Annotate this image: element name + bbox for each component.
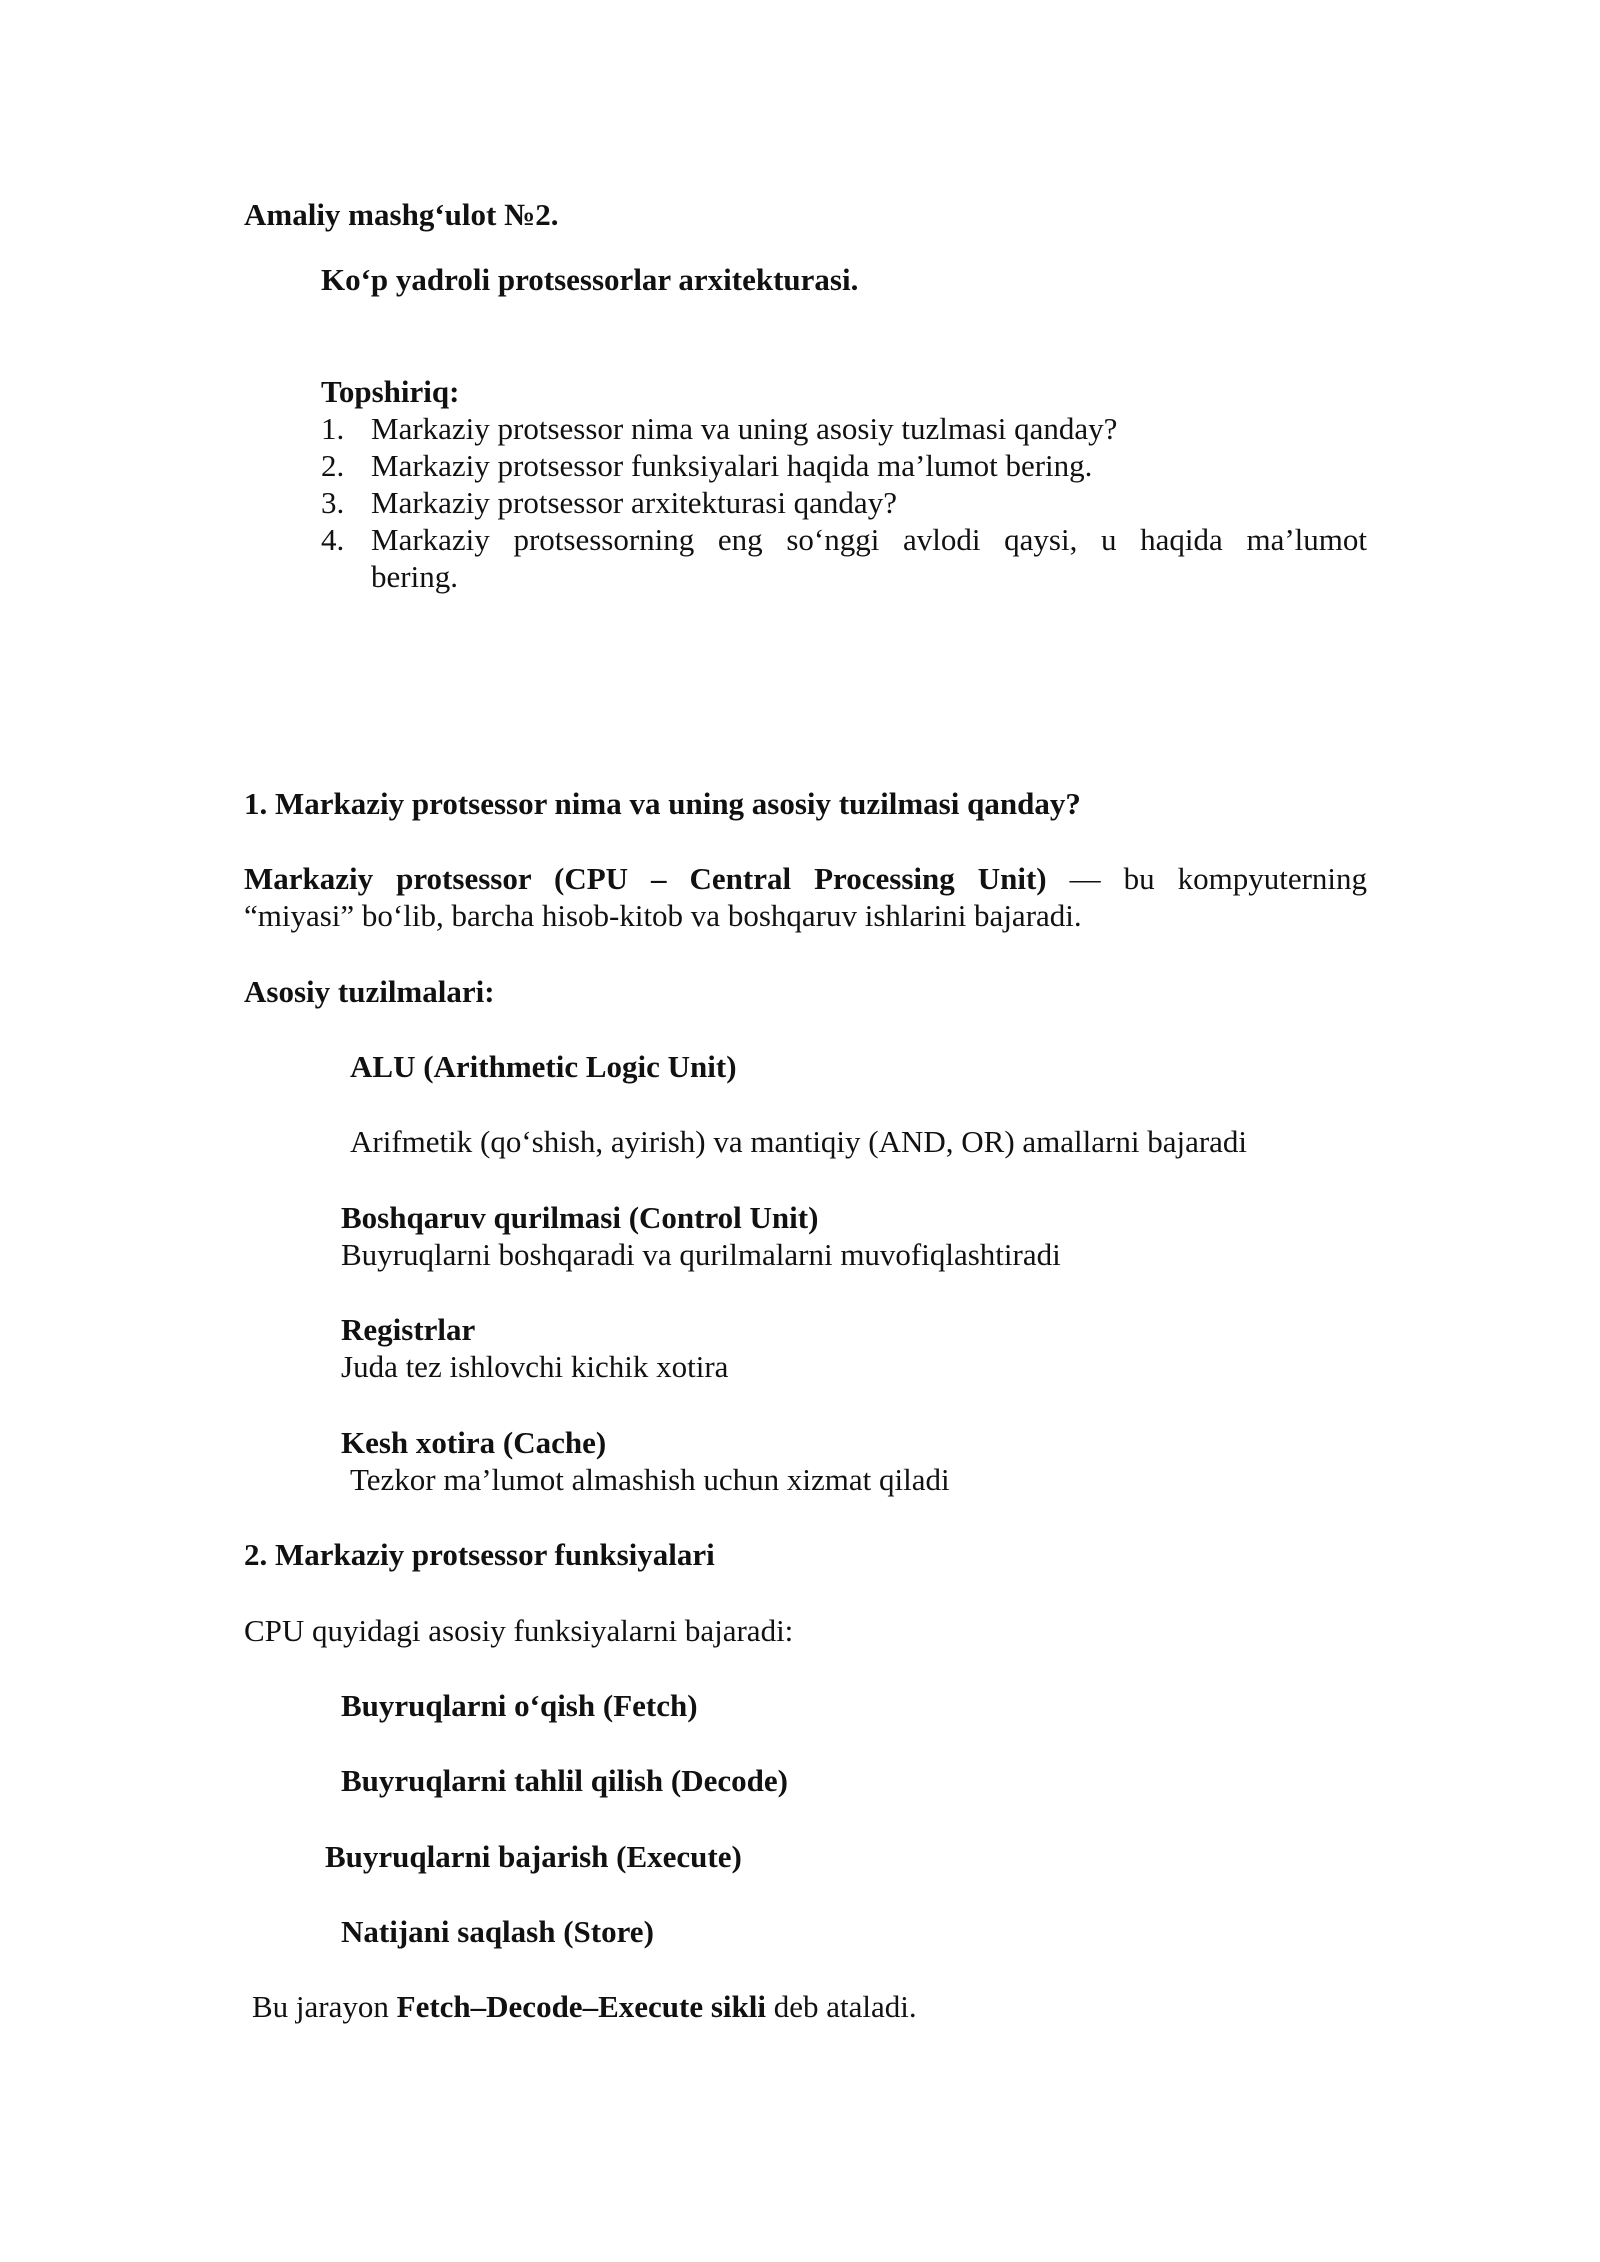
control-unit-description: Buyruqlarni boshqaradi va qurilmalarni muvofiqlashtiradi [341, 1237, 1061, 1272]
registers-description: Juda tez ishlovchi kichik xotira [341, 1349, 729, 1384]
task-item-text: Markaziy protsessor funksiyalari haqida ma’lumot bering. [371, 448, 1093, 483]
task-item-number: 2. [321, 448, 345, 483]
components-label: Asosiy tuzilmalari: [244, 974, 495, 1009]
task-item-2 [321, 447, 1092, 484]
cycle-summary-post: deb ataladi. [765, 1989, 917, 2024]
task-item-text: Markaziy protsessor nima va uning asosiy tuzlmasi qanday? [371, 411, 1118, 446]
page-subtitle: Ko‘p yadroli protsessorlar arxitekturasi. [321, 262, 859, 297]
section2-intro: CPU quyidagi asosiy funksiyalarni bajaradi: [244, 1613, 794, 1648]
section1-intro-line2: “miyasi” bo‘lib, barcha hisob-kitob va boshqaruv ishlarini bajaradi. [244, 898, 1082, 933]
registers-title: Registrlar [341, 1312, 476, 1347]
task-item-4-continuation: bering. [371, 559, 458, 594]
page-title: Amaliy mashg‘ulot №2. [244, 197, 559, 232]
cycle-summary-pre: Bu jarayon [252, 1989, 397, 2024]
task-item-4 [321, 521, 1367, 558]
task-item-text: Markaziy protsessorning eng so‘nggi avlodi qaysi, u haqida ma’lumot [371, 522, 1367, 557]
cycle-summary [252, 1988, 917, 2025]
cpu-definition-rest: — bu kompyuterning [1046, 861, 1368, 896]
fetch-step: Buyruqlarni o‘qish (Fetch) [341, 1688, 698, 1723]
cycle-summary-term: Fetch–Decode–Execute sikli [396, 1989, 766, 2024]
task-item-1 [321, 410, 1117, 447]
section1-intro [244, 860, 1367, 897]
decode-step: Buyruqlarni tahlil qilish (Decode) [341, 1763, 788, 1798]
cache-description: Tezkor ma’lumot almashish uchun xizmat qiladi [350, 1462, 950, 1497]
cache-title: Kesh xotira (Cache) [341, 1425, 607, 1460]
task-item-number: 1. [321, 411, 345, 446]
cpu-definition-term: Markaziy protsessor (CPU – Central Processing Unit) [244, 861, 1047, 896]
execute-step: Buyruqlarni bajarish (Execute) [325, 1839, 742, 1874]
alu-description: Arifmetik (qo‘shish, ayirish) va mantiqiy (AND, OR) amallarni bajaradi [350, 1124, 1248, 1159]
task-item-number: 3. [321, 485, 345, 520]
task-label: Topshiriq: [321, 374, 460, 409]
alu-title: ALU (Arithmetic Logic Unit) [350, 1049, 737, 1084]
control-unit-title: Boshqaruv qurilmasi (Control Unit) [341, 1200, 819, 1235]
section1-heading: 1. Markaziy protsessor nima va uning asosiy tuzilmasi qanday? [244, 786, 1081, 821]
task-item-text: Markaziy protsessor arxitekturasi qanday? [371, 485, 897, 520]
task-item-number: 4. [321, 522, 345, 557]
section2-heading: 2. Markaziy protsessor funksiyalari [244, 1537, 715, 1572]
task-item-3 [321, 484, 897, 521]
store-step: Natijani saqlash (Store) [341, 1914, 654, 1949]
